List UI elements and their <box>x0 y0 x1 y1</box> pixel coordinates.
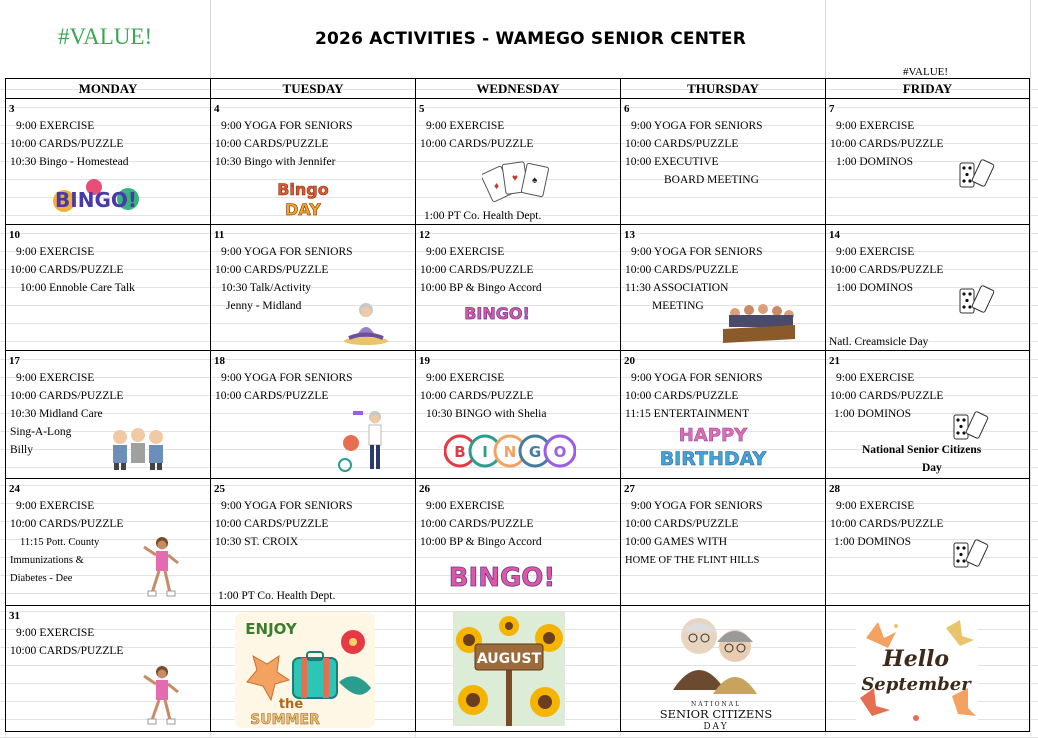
activity-line: HOME OF THE FLINT HILLS <box>625 555 760 566</box>
day-cell-18[interactable] <box>211 351 415 478</box>
activity-line: 10:00 EXECUTIVE <box>625 156 719 168</box>
activity-line: 10:00 CARDS/PUZZLE <box>625 390 739 402</box>
day-cell-10[interactable] <box>6 225 210 350</box>
day-cell-17[interactable] <box>6 351 210 478</box>
birthday-text: BIRTHDAY <box>659 448 767 470</box>
dominos-icon <box>958 159 998 191</box>
value-error-cell[interactable]: #VALUE! <box>58 24 153 49</box>
header-divider <box>825 0 826 78</box>
day-cell-7[interactable] <box>826 99 1029 224</box>
value-error-cell-right[interactable]: #VALUE! <box>903 66 949 78</box>
activity-line: 10:00 CARDS/PUZZLE <box>420 138 534 150</box>
day-cell-14[interactable] <box>826 225 1029 350</box>
activity-line: 1:00 DOMINOS <box>836 282 913 294</box>
activity-line: 9:00 EXERCISE <box>836 120 915 132</box>
day-cell-31[interactable] <box>6 606 210 731</box>
activity-line: BOARD MEETING <box>664 174 759 186</box>
activity-line: 10:00 CARDS/PUZZLE <box>420 390 534 402</box>
bingo-day-bottom: DAY <box>285 200 321 219</box>
calendar-grid <box>5 78 1030 732</box>
activity-line: 9:00 EXERCISE <box>16 627 95 639</box>
day-cell-13[interactable] <box>621 225 825 350</box>
activity-line: Natl. Creamsicle Day <box>829 336 929 348</box>
activity-line: Billy <box>10 444 34 456</box>
day-cell-12[interactable] <box>416 225 620 350</box>
sheet-column-line <box>1030 0 1031 738</box>
activity-line: 9:00 EXERCISE <box>16 372 95 384</box>
day-number: 26 <box>419 483 430 495</box>
nscd-national: NATIONAL <box>690 701 742 708</box>
activity-line: 9:00 YOGA FOR SENIORS <box>221 120 353 132</box>
day-cell-27[interactable] <box>621 479 825 605</box>
exercise-dancer-icon <box>138 662 184 728</box>
bingo-day-icon <box>275 177 331 221</box>
activity-line: 1:00 PT Co. Health Dept. <box>218 590 336 602</box>
activity-line: 11:15 Pott. County <box>20 537 100 548</box>
activity-line: 9:00 YOGA FOR SENIORS <box>221 246 353 258</box>
activity-line: 10:00 CARDS/PUZZLE <box>10 390 124 402</box>
activity-line: 10:00 CARDS/PUZZLE <box>215 518 329 530</box>
day-number: 25 <box>214 483 225 495</box>
day-number: 4 <box>214 103 220 115</box>
the-text: the <box>278 697 304 712</box>
activity-line: 9:00 EXERCISE <box>16 120 95 132</box>
dominos-icon <box>958 285 998 317</box>
hello-september-cell <box>826 606 1029 731</box>
day-number: 12 <box>419 229 430 241</box>
hello-text: Hello <box>882 646 950 672</box>
playing-cards-icon <box>482 159 554 203</box>
august-sunflowers-image <box>453 612 565 726</box>
day-number: 31 <box>9 610 20 622</box>
activity-line: 9:00 EXERCISE <box>16 246 95 258</box>
senior-couple-image <box>651 610 781 730</box>
activity-line: 9:00 EXERCISE <box>426 120 505 132</box>
activity-line: 10:00 CARDS/PUZZLE <box>830 138 944 150</box>
day-cell-6[interactable] <box>621 99 825 224</box>
day-number: 20 <box>624 355 635 367</box>
day-cell-28[interactable] <box>826 479 1029 605</box>
activity-line: 9:00 EXERCISE <box>426 246 505 258</box>
exercise-dancer-icon <box>138 533 184 601</box>
ball-letter-b: B <box>454 443 466 461</box>
activity-line: 10:30 Bingo with Jennifer <box>215 156 336 168</box>
activity-line: 11:30 ASSOCIATION <box>625 282 729 294</box>
day-cell-25[interactable] <box>211 479 415 605</box>
bingo-word: BINGO! <box>448 563 556 593</box>
enjoy-text: ENJOY <box>245 620 297 638</box>
activity-line: 10:00 CARDS/PUZZLE <box>420 518 534 530</box>
meeting-table-icon <box>721 299 797 349</box>
activity-line: 10:30 Midland Care <box>10 408 103 420</box>
header-divider <box>1030 0 1031 78</box>
bingo-balls-row-icon <box>444 433 576 469</box>
activity-line: 10:00 CARDS/PUZZLE <box>10 264 124 276</box>
activity-line: 9:00 EXERCISE <box>16 500 95 512</box>
enjoy-summer-cell <box>211 606 415 731</box>
header-divider <box>210 0 211 78</box>
activity-line: Immunizations & <box>10 555 84 566</box>
day-header-monday: MONDAY <box>78 81 138 96</box>
enjoy-the-summer-image <box>235 612 375 728</box>
bingo-word: BINGO! <box>464 304 530 323</box>
activity-line: 10:00 CARDS/PUZZLE <box>10 138 124 150</box>
activity-line: 10:30 BINGO with Shelia <box>426 408 547 420</box>
activity-line: 10:00 BP & Bingo Accord <box>420 536 542 548</box>
activity-line: 10:00 CARDS/PUZZLE <box>625 518 739 530</box>
activity-line: 9:00 YOGA FOR SENIORS <box>631 120 763 132</box>
day-cell-5[interactable] <box>416 99 620 224</box>
activity-line: 9:00 YOGA FOR SENIORS <box>631 246 763 258</box>
summer-text: SUMMER <box>250 712 320 728</box>
day-number: 3 <box>9 103 15 115</box>
activity-line: 9:00 YOGA FOR SENIORS <box>631 372 763 384</box>
activity-line: Diabetes - Dee <box>10 573 73 584</box>
page-title: 2026 ACTIVITIES - WAMEGO SENIOR CENTER <box>315 29 747 49</box>
activity-line: National Senior Citizens <box>862 444 982 456</box>
activity-line: 9:00 YOGA FOR SENIORS <box>221 500 353 512</box>
activity-line: 9:00 EXERCISE <box>836 372 915 384</box>
day-cell-11[interactable] <box>211 225 415 350</box>
activity-line: 1:00 DOMINOS <box>836 156 913 168</box>
activity-line: 10:30 Talk/Activity <box>221 282 312 294</box>
day-header-tuesday: TUESDAY <box>282 81 344 96</box>
activity-line: 10:00 Ennoble Care Talk <box>20 282 135 294</box>
day-cell-19[interactable] <box>416 351 620 478</box>
activity-line: 9:00 YOGA FOR SENIORS <box>221 372 353 384</box>
activity-line: Day <box>922 462 942 474</box>
activity-line: 10:00 CARDS/PUZZLE <box>215 264 329 276</box>
activity-line: 10:00 CARDS/PUZZLE <box>625 138 739 150</box>
day-number: 18 <box>214 355 225 367</box>
activity-line: 10:00 CARDS/PUZZLE <box>830 518 944 530</box>
day-number: 28 <box>829 483 840 495</box>
day-number: 10 <box>9 229 20 241</box>
hello-september-image <box>856 618 978 726</box>
activity-line: 10:00 CARDS/PUZZLE <box>10 518 124 530</box>
dominos-icon <box>952 411 992 443</box>
day-cell-4[interactable] <box>211 99 415 224</box>
day-number: 24 <box>9 483 20 495</box>
activity-line: 9:00 EXERCISE <box>426 372 505 384</box>
activity-line: 9:00 EXERCISE <box>426 500 505 512</box>
activity-line: 10:00 CARDS/PUZZLE <box>830 390 944 402</box>
day-header-friday: FRIDAY <box>902 81 953 96</box>
day-number: 5 <box>419 103 425 115</box>
august-text: AUGUST <box>476 651 542 667</box>
day-cell-26[interactable] <box>416 479 620 605</box>
national-senior-citizens-day-cell <box>621 606 825 731</box>
ball-letter-n: N <box>503 443 517 461</box>
day-number: 13 <box>624 229 635 241</box>
activity-line: 1:00 DOMINOS <box>834 536 911 548</box>
activity-line: 9:00 YOGA FOR SENIORS <box>631 500 763 512</box>
activity-line: Sing-A-Long <box>10 426 72 438</box>
activity-line: 10:00 CARDS/PUZZLE <box>830 264 944 276</box>
activity-line: 1:00 DOMINOS <box>834 408 911 420</box>
day-cell-24[interactable] <box>6 479 210 605</box>
august-cell <box>416 606 620 731</box>
ball-letter-g: G <box>528 443 542 461</box>
september-text: September <box>861 674 971 695</box>
day-cell-20[interactable] <box>621 351 825 478</box>
activity-line: 1:00 PT Co. Health Dept. <box>424 210 542 222</box>
bingo-day-top: Bingo <box>277 180 329 199</box>
happy-text: HAPPY <box>678 425 748 446</box>
activity-line: Jenny - Midland <box>226 300 302 312</box>
day-number: 19 <box>419 355 430 367</box>
activity-line: 9:00 EXERCISE <box>836 246 915 258</box>
day-cell-3[interactable] <box>6 99 210 224</box>
day-number: 21 <box>829 355 840 367</box>
activity-line: 10:00 BP & Bingo Accord <box>420 282 542 294</box>
nscd-senior-citizens: SENIOR CITIZENS <box>659 707 773 721</box>
day-number: 14 <box>829 229 840 241</box>
activity-line: 9:00 EXERCISE <box>836 500 915 512</box>
day-number: 17 <box>9 355 20 367</box>
calendar-header <box>0 0 1038 78</box>
activity-line: 10:00 GAMES WITH <box>625 536 728 548</box>
bingo-word: BINGO! <box>55 188 137 212</box>
nscd-day: DAY <box>703 722 729 730</box>
exercise-senior-icon <box>331 407 391 475</box>
ball-letter-o: O <box>553 443 567 461</box>
activity-line: 10:00 CARDS/PUZZLE <box>10 645 124 657</box>
day-header-thursday: THURSDAY <box>687 81 759 96</box>
activity-line: MEETING <box>652 300 704 312</box>
day-number: 6 <box>624 103 630 115</box>
happy-birthday-icon <box>657 421 769 471</box>
activity-line: 10:00 CARDS/PUZZLE <box>420 264 534 276</box>
bingo-word-icon <box>444 559 560 595</box>
day-header-wednesday: WEDNESDAY <box>476 81 560 96</box>
activity-line: 10:00 CARDS/PUZZLE <box>215 390 329 402</box>
day-number: 11 <box>214 229 225 241</box>
svg-text:♦: ♦ <box>494 181 500 192</box>
yoga-woman-icon <box>341 301 391 345</box>
dominos-icon <box>952 539 992 571</box>
day-number: 27 <box>624 483 635 495</box>
day-number: 7 <box>829 103 835 115</box>
bingo-balls-icon <box>50 177 142 221</box>
svg-text:♠: ♠ <box>532 175 538 186</box>
activity-line: 10:00 CARDS/PUZZLE <box>215 138 329 150</box>
activity-line: 11:15 ENTERTAINMENT <box>625 408 750 420</box>
ball-letter-i: I <box>482 443 488 461</box>
svg-text:♥: ♥ <box>512 173 518 184</box>
activity-line: 10:30 ST. CROIX <box>215 536 299 548</box>
day-cell-21[interactable] <box>826 351 1029 478</box>
activity-line: 10:00 CARDS/PUZZLE <box>625 264 739 276</box>
singing-seniors-icon <box>108 425 168 471</box>
bingo-word-icon <box>462 301 532 325</box>
activity-line: 10:30 Bingo - Homestead <box>10 156 129 168</box>
